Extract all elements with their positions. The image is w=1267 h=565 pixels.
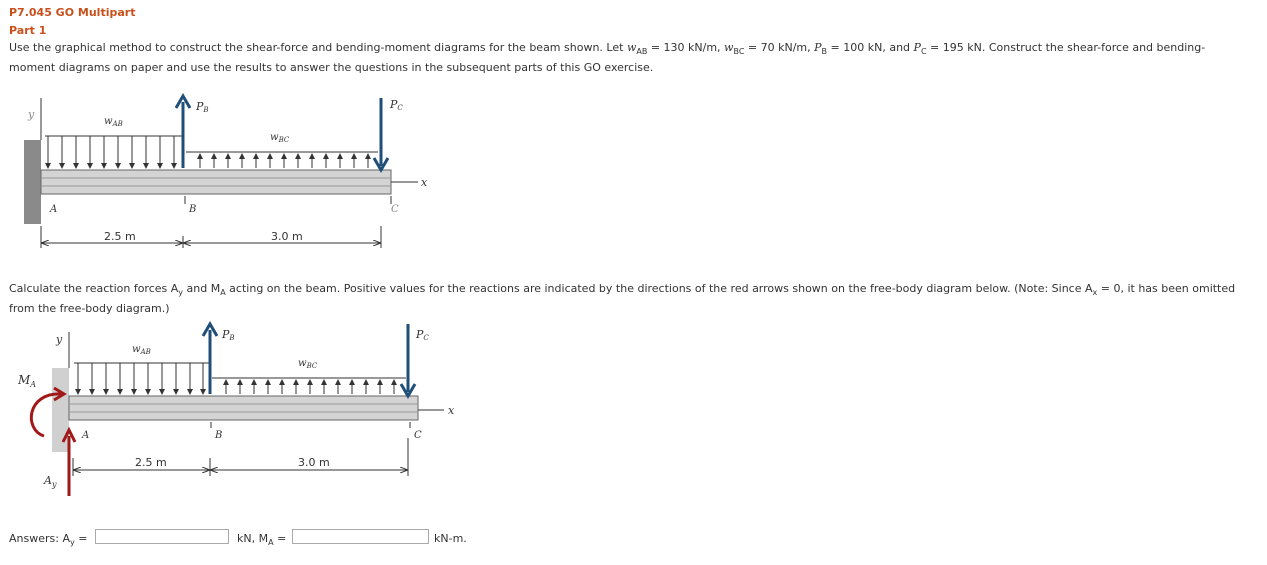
y-axis-label: y	[28, 108, 35, 121]
beam-diagram	[0, 88, 450, 253]
free-body-diagram	[0, 318, 475, 498]
ay-answer-input[interactable]	[95, 529, 229, 544]
fbd-w-bc-label: $w_{BC}$	[298, 358, 318, 370]
beam	[41, 170, 391, 194]
fbd-distributed-load-ab	[74, 363, 210, 394]
point-load-pb-arrow	[176, 96, 190, 168]
fbd-distributed-load-bc	[212, 378, 406, 394]
w-bc-label: $w_{BC}$	[270, 132, 290, 144]
wall-outline	[52, 368, 69, 452]
fbd-point-load-pb-arrow	[203, 324, 217, 394]
fbd-point-load-pc-arrow	[401, 324, 415, 396]
dim-ab-label: 2.5 m	[104, 230, 136, 243]
fbd-x-axis-label: x	[448, 404, 455, 417]
ay-answer-label: Answers: $A_y$ =	[9, 532, 88, 548]
ma-label: $M_A$	[18, 373, 37, 389]
fbd-point-b-label: B	[215, 430, 223, 441]
point-load-pc-arrow	[374, 98, 388, 170]
point-b-label: B	[189, 204, 197, 215]
fbd-pb-label: PB	[222, 328, 235, 342]
distributed-load-ab	[45, 136, 183, 168]
fbd-point-a-label: A	[82, 430, 90, 441]
x-axis-label: x	[421, 176, 428, 189]
ay-label: $A_y$	[44, 474, 57, 489]
w-ab-label: $w_{AB}$	[104, 116, 123, 128]
fbd-w-ab-label: $w_{AB}$	[132, 344, 151, 356]
pb-label: PB	[196, 100, 209, 114]
knm-unit-label: kN-m.	[434, 532, 467, 545]
distributed-load-bc	[186, 152, 378, 168]
ma-answer-label: kN, $M_A$ =	[237, 532, 287, 548]
dim-bc-label: 3.0 m	[271, 230, 303, 243]
fbd-point-c-label: C	[414, 430, 422, 441]
problem-statement: Use the graphical method to construct the shear-force and bending-moment diagrams for the beam shown. Let $w_{AB} = 130$ kN/m, $w_{BC} = 70$ kN/m, $P_B = 100$ kN, and $P_C = 195$ kN. Construct the shear-force and bending- moment diagrams on paper and use the results to answer the questions in the subsequent parts of this GO exercise.	[9, 41, 1206, 75]
fbd-y-axis-label: y	[56, 333, 63, 346]
question-text: Calculate the reaction forces $A_y$ and $M_A$ acting on the beam. Positive values for the reactions are indicated by the directions of the red arrows shown on the free-body diagram below. (Note: Since $A_x = 0$, it has been omitted from the free-body diagram.)	[9, 282, 1236, 316]
fixed-support-wall	[24, 140, 41, 224]
fbd-dim-bc-label: 3.0 m	[298, 456, 330, 469]
ma-answer-input[interactable]	[292, 529, 429, 544]
fbd-dim-ab-label: 2.5 m	[135, 456, 167, 469]
fbd-beam	[69, 396, 418, 420]
point-a-label: A	[50, 204, 58, 215]
part-heading: Part 1	[9, 24, 47, 37]
pc-label: PC	[390, 98, 403, 112]
problem-title: P7.045 GO Multipart	[9, 6, 136, 19]
fbd-pc-label: PC	[416, 328, 429, 342]
point-c-label: C	[391, 204, 399, 215]
